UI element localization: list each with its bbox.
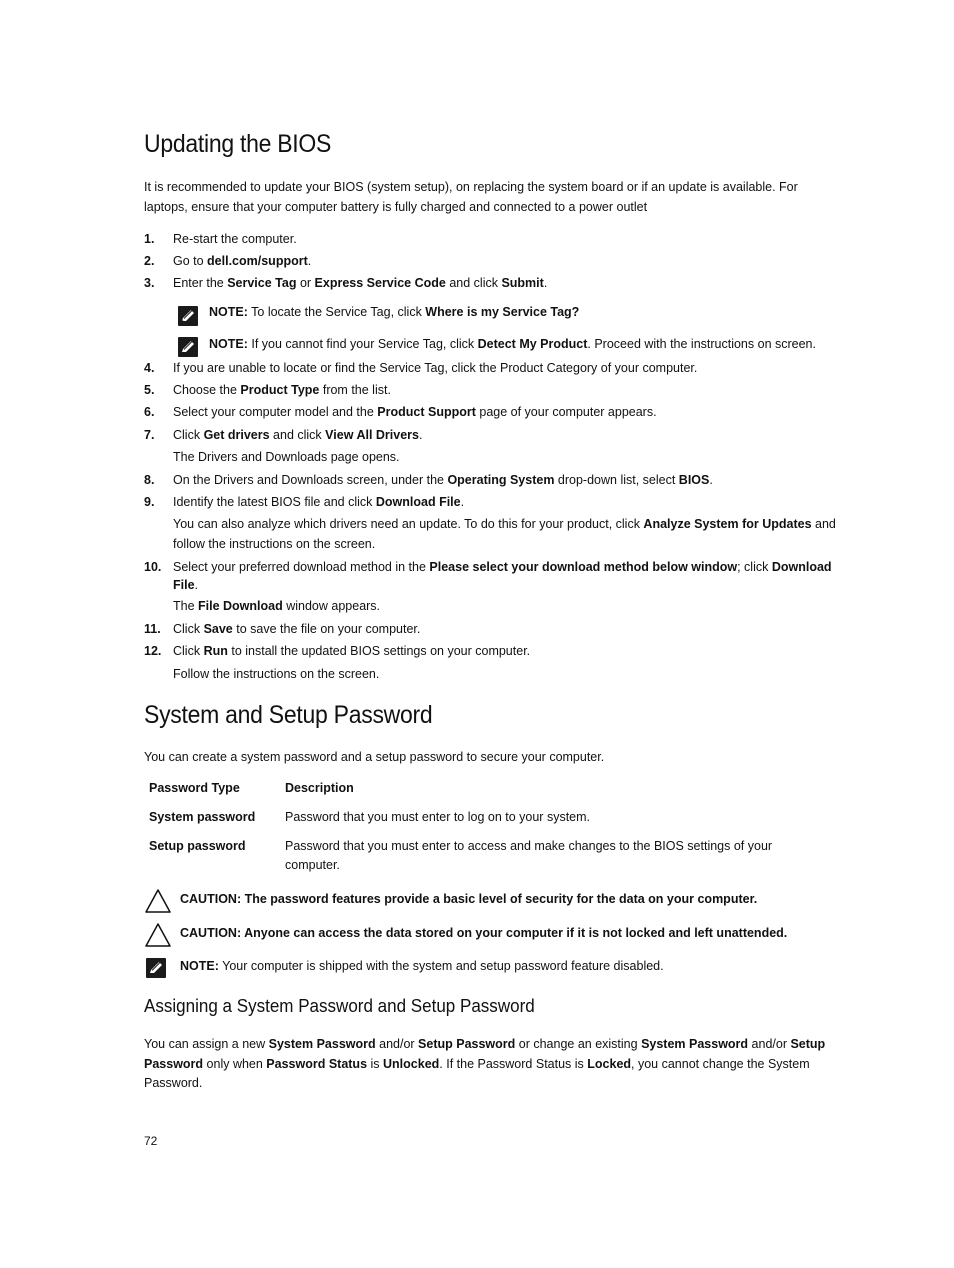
caution-basic-security: CAUTION: The password features provide a basic level of security for the data on your computer.: [180, 892, 758, 906]
table-row: Setup password Password that you must enter to access and make changes to the BIOS settings of your computer.: [149, 839, 773, 872]
heading-updating-bios: Updating the BIOS: [144, 130, 332, 158]
intro-paragraph: It is recommended to update your BIOS (system setup), on replacing the system board or if an update is available. For laptops, ensure that your computer battery is fully charged and connected to a power outlet: [144, 180, 798, 214]
note-detect-product: NOTE: If you cannot find your Service Tag, click Detect My Product. Proceed with the instructions on screen.: [209, 337, 816, 351]
step-10-result: The File Download window appears.: [173, 599, 381, 613]
assign-password-paragraph: You can assign a new System Password and/or Setup Password or change an existing System Password and/or Setup Password only when Password Status is Unlocked. If the Password Status is Locked, you cannot change the System Password.: [144, 1037, 826, 1090]
link-where-service-tag[interactable]: Where is my Service Tag?: [425, 305, 580, 319]
heading-assigning-password: Assigning a System Password and Setup Password: [144, 995, 535, 1016]
table-header-row: Password Type Description: [149, 781, 354, 795]
section2-intro: You can create a system password and a setup password to secure your computer.: [144, 750, 605, 764]
note-pencil-icon: [178, 337, 198, 357]
table-row: System password Password that you must enter to log on to your system.: [149, 810, 591, 824]
link-dell-support[interactable]: dell.com/support: [207, 254, 308, 268]
caution-unattended: CAUTION: Anyone can access the data stored on your computer if it is not locked and left unattended.: [180, 926, 788, 940]
page-number: 72: [144, 1134, 158, 1148]
note-pencil-icon: [178, 306, 198, 326]
step-9-detail: You can also analyze which drivers need an update. To do this for your product, click Analyze System for Updates and follow the instructions on the screen.: [173, 517, 836, 551]
step-7-result: The Drivers and Downloads page opens.: [173, 450, 400, 464]
caution-triangle-icon: [144, 922, 172, 948]
note-pencil-icon: [146, 958, 166, 978]
link-detect-product[interactable]: Detect My Product: [477, 337, 588, 351]
caution-triangle-icon: [144, 888, 172, 914]
note-password-disabled: NOTE: Your computer is shipped with the system and setup password feature disabled.: [180, 959, 664, 973]
note-service-tag: NOTE: To locate the Service Tag, click Where is my Service Tag?: [209, 305, 580, 319]
step-12-result: Follow the instructions on the screen.: [173, 667, 380, 681]
heading-system-setup-password: System and Setup Password: [144, 701, 433, 729]
